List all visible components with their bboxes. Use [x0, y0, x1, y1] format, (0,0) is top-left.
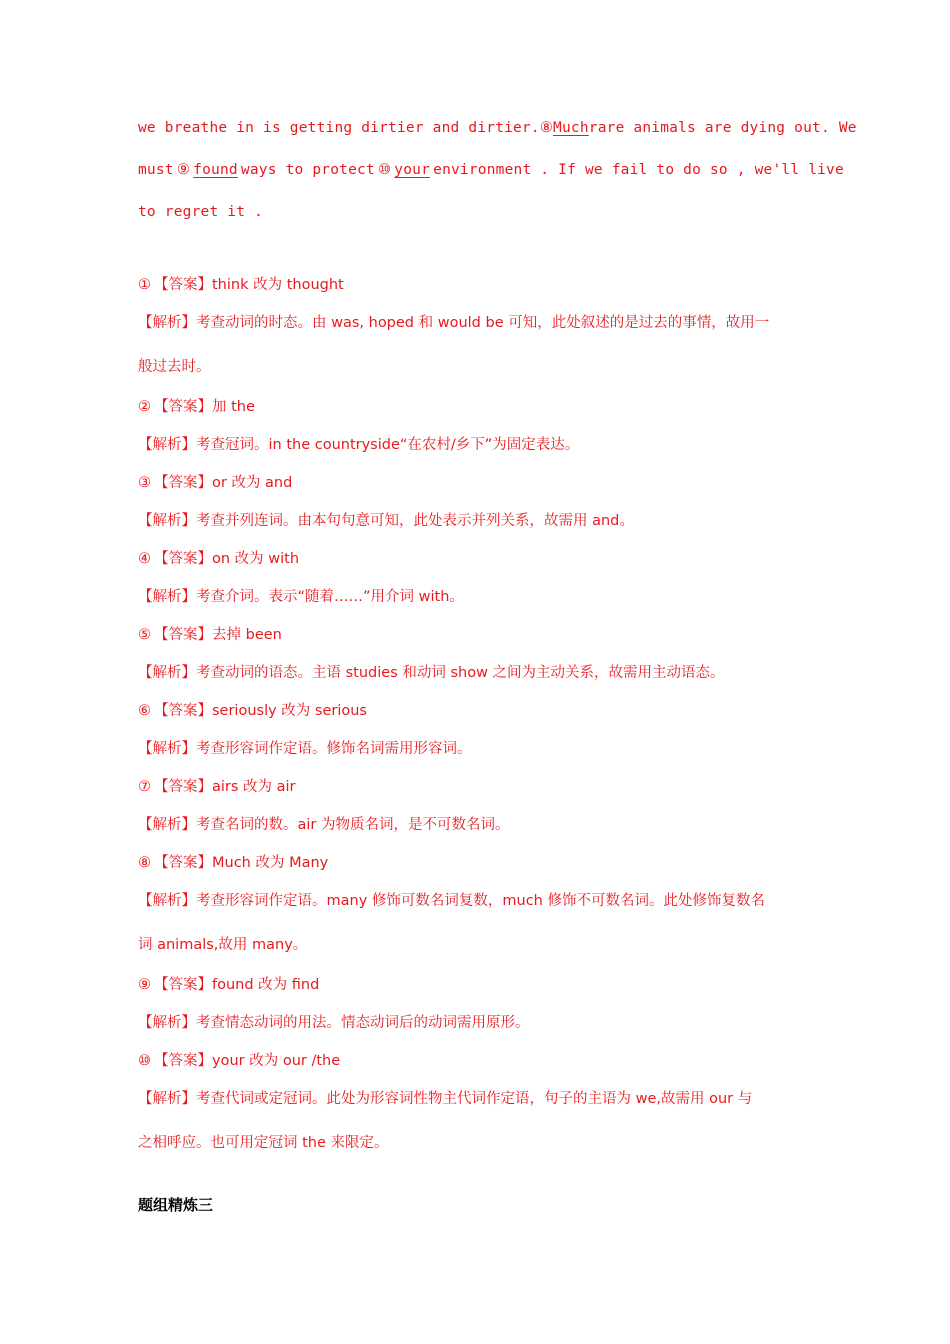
answer-8: ⑧ 【答案】Much 改为 Many	[138, 855, 329, 871]
answer-5: ⑤ 【答案】去掉 been	[138, 627, 282, 643]
passage-text: must	[138, 162, 174, 178]
answer-9: ⑨ 【答案】found 改为 find	[138, 977, 320, 993]
answer-6: ⑥ 【答案】seriously 改为 serious	[138, 703, 367, 719]
answer-7: ⑦ 【答案】airs 改为 air	[138, 779, 296, 795]
error-word-10: your	[394, 162, 431, 178]
passage-text: rare animals are dying out. We	[588, 120, 857, 136]
passage-text: environment . If we fail to do so , we'll live	[433, 162, 844, 178]
explanation-4: 【解析】考查介词。表示“随着……”用介词 with。	[138, 589, 464, 605]
explanation-10-cont: 之相呼应。也可用定冠词 the 来限定。	[138, 1135, 389, 1151]
blank-marker-10: ⑩	[377, 162, 392, 178]
explanation-8-cont: 词 animals,故用 many。	[138, 937, 308, 953]
explanation-7: 【解析】考查名词的数。air 为物质名词，是不可数名词。	[138, 817, 510, 833]
blank-marker-8: ⑧	[539, 120, 554, 136]
explanation-1-cont: 般过去时。	[138, 359, 211, 375]
answer-2: ② 【答案】加 the	[138, 399, 255, 415]
answer-3: ③ 【答案】or 改为 and	[138, 475, 293, 491]
explanation-8: 【解析】考查形容词作定语。many 修饰可数名词复数，much 修饰不可数名词。此处修饰复数名	[138, 893, 765, 909]
passage-line-3: to regret it .	[138, 204, 264, 220]
answer-list	[138, 266, 850, 1164]
explanation-5: 【解析】考查动词的语态。主语 studies 和动词 show 之间为主动关系，故需用主动语态。	[138, 665, 725, 681]
error-word-9: found	[193, 162, 238, 178]
explanation-1: 【解析】考查动词的时态。由 was, hoped 和 would be 可知，此处叙述的是过去的事情，故用一	[138, 315, 770, 331]
error-word-8: Much	[553, 120, 589, 136]
passage	[138, 110, 857, 236]
section-title: 题组精炼三	[138, 1196, 214, 1214]
explanation-10: 【解析】考查代词或定冠词。此处为形容词性物主代词作定语，句子的主语为 we,故需用 our 与	[138, 1091, 753, 1107]
answer-10: ⑩ 【答案】your 改为 our /the	[138, 1053, 341, 1069]
explanation-3: 【解析】考查并列连词。由本句句意可知，此处表示并列关系，故需用 and。	[138, 513, 634, 529]
answer-1: ① 【答案】think 改为 thought	[138, 277, 344, 293]
explanation-2: 【解析】考查冠词。in the countryside“在农村/乡下”为固定表达。	[138, 437, 580, 453]
explanation-6: 【解析】考查形容词作定语。修饰名词需用形容词。	[138, 741, 472, 757]
explanation-9: 【解析】考查情态动词的用法。情态动词后的动词需用原形。	[138, 1015, 530, 1031]
passage-line-2	[138, 152, 844, 194]
passage-text: ways to protect	[240, 162, 375, 178]
blank-marker-9: ⑨	[176, 162, 191, 178]
answer-4: ④ 【答案】on 改为 with	[138, 551, 300, 567]
passage-text: we breathe in is getting dirtier and dirtier.	[138, 120, 540, 136]
passage-line-1	[138, 110, 857, 152]
